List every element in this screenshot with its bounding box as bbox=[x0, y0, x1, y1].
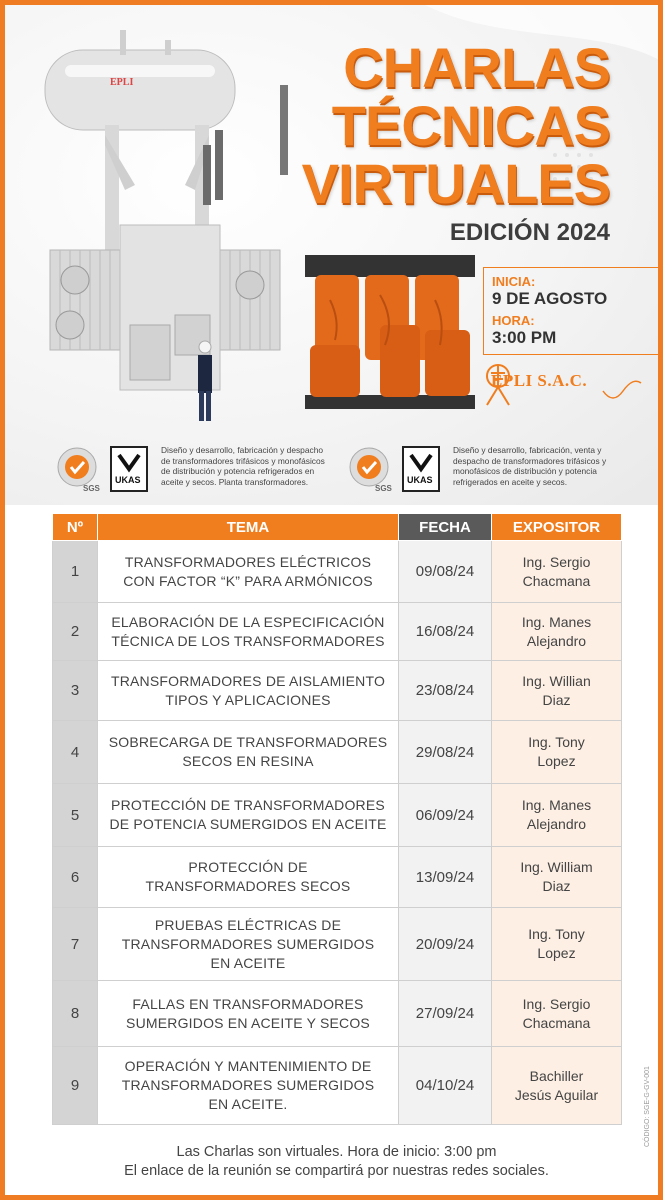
expositor-line: Chacmana bbox=[522, 1014, 591, 1031]
brand-name: EPLI S.A.C. bbox=[491, 371, 588, 390]
tema-line: EN ACEITE. bbox=[208, 1096, 288, 1112]
sgs-badge-icon bbox=[53, 445, 101, 493]
tema-line: DE POTENCIA SUMERGIDOS EN ACEITE bbox=[109, 816, 387, 832]
header-tema: TEMA bbox=[98, 514, 399, 541]
start-value: 9 DE AGOSTO bbox=[492, 289, 608, 308]
row-tema bbox=[98, 847, 399, 908]
expositor-line: Jesús Aguilar bbox=[514, 1086, 599, 1103]
tema-line: TRANSFORMADORES SECOS bbox=[145, 878, 351, 894]
svg-text:EPLI: EPLI bbox=[110, 77, 134, 88]
oil-transformer-image bbox=[35, 25, 305, 445]
row-tema bbox=[98, 603, 399, 661]
table-row bbox=[53, 603, 622, 661]
table-row bbox=[53, 784, 622, 847]
tema-line: ELABORACIÓN DE LA ESPECIFICACIÓN bbox=[111, 613, 385, 630]
tema-line: SECOS EN RESINA bbox=[182, 753, 314, 769]
expositor-line: Alejandro bbox=[526, 632, 587, 649]
tema-line: PROTECCIÓN DE TRANSFORMADORES bbox=[111, 797, 385, 813]
expositor-line: Ing. Willian bbox=[522, 672, 591, 689]
row-number: 1 bbox=[53, 541, 98, 603]
tema-line: TÉCNICA DE LOS TRANSFORMADORES bbox=[111, 632, 385, 649]
row-tema bbox=[98, 784, 399, 847]
expositor-line: Lopez bbox=[537, 945, 576, 961]
row-expositor bbox=[492, 981, 622, 1047]
row-number: 2 bbox=[53, 603, 98, 661]
expositor-line: Lopez bbox=[537, 753, 576, 769]
expositor-line: Ing. Manes bbox=[521, 797, 592, 813]
row-number: 5 bbox=[53, 784, 98, 847]
tema-line: TIPOS Y APLICACIONES bbox=[165, 691, 331, 708]
expositor-line: Ing. Sergio bbox=[522, 553, 591, 570]
row-number: 4 bbox=[53, 721, 98, 784]
row-number: 7 bbox=[53, 908, 98, 981]
row-expositor bbox=[492, 541, 622, 603]
table-row bbox=[53, 721, 622, 784]
row-number: 6 bbox=[53, 847, 98, 908]
expositor-line: Diaz bbox=[542, 691, 571, 708]
tema-line: TRANSFORMADORES SUMERGIDOS bbox=[121, 935, 375, 952]
expositor-line: Ing. Tony bbox=[528, 734, 585, 750]
row-number: 9 bbox=[53, 1047, 98, 1125]
certification-1-text: Diseño y desarrollo, fabricación y despacho de transformadores trifásicos y monofásicos de distribución y potencia refrigerados en aceite y secos. Planta transformadores. bbox=[161, 445, 325, 487]
row-tema bbox=[98, 1047, 399, 1125]
sgs-badge-icon bbox=[345, 445, 393, 493]
row-fecha: 27/09/24 bbox=[399, 981, 492, 1047]
row-tema bbox=[98, 721, 399, 784]
header-num: Nº bbox=[53, 514, 98, 541]
row-expositor bbox=[492, 908, 622, 981]
tema-line: SUMERGIDOS EN ACEITE Y SECOS bbox=[126, 1014, 370, 1031]
expositor-line: Ing. Manes bbox=[521, 613, 592, 630]
header-fecha: FECHA bbox=[399, 514, 492, 541]
tema-line: TRANSFORMADORES ELÉCTRICOS bbox=[124, 553, 372, 570]
expositor-line: Ing. Sergio bbox=[522, 995, 591, 1012]
title-line-3: VIRTUALES bbox=[301, 152, 610, 215]
schedule-table bbox=[52, 513, 622, 1125]
row-fecha: 09/08/24 bbox=[399, 541, 492, 603]
title-line-1: CHARLAS bbox=[343, 36, 610, 99]
row-expositor bbox=[492, 721, 622, 784]
expositor-line: Ing. Tony bbox=[528, 926, 585, 942]
certification-2-text: Diseño y desarrollo, fabricación, venta y despacho de transformadores trifásicos y monofásicos de distribución y potencia refrigerados en aceite y secos. bbox=[453, 445, 607, 487]
tema-line: PROTECCIÓN DE bbox=[188, 859, 308, 875]
row-expositor bbox=[492, 661, 622, 721]
table-header-row bbox=[53, 514, 622, 541]
tema-line: OPERACIÓN Y MANTENIMIENTO DE bbox=[124, 1058, 372, 1074]
title-line-2: TÉCNICAS bbox=[331, 94, 610, 157]
tema-line: EN ACEITE bbox=[210, 954, 286, 971]
event-info-box bbox=[483, 267, 661, 355]
time-value: 3:00 PM bbox=[492, 328, 557, 347]
expositor-line: Ing. William bbox=[520, 859, 593, 875]
tema-line: SOBRECARGA DE TRANSFORMADORES bbox=[108, 734, 388, 750]
start-label: INICIA: bbox=[492, 274, 536, 289]
row-fecha: 23/08/24 bbox=[399, 661, 492, 721]
row-tema bbox=[98, 908, 399, 981]
header-expositor: EXPOSITOR bbox=[492, 514, 622, 541]
table-row bbox=[53, 847, 622, 908]
tema-line: CON FACTOR “K” PARA ARMÓNICOS bbox=[123, 572, 373, 589]
ukas-badge-icon bbox=[397, 445, 445, 493]
row-expositor bbox=[492, 1047, 622, 1125]
table-row bbox=[53, 541, 622, 603]
footer-line-1: Las Charlas son virtuales. Hora de inicio: 3:00 pm bbox=[176, 1144, 497, 1160]
row-fecha: 20/09/24 bbox=[399, 908, 492, 981]
sgs-text: SGS bbox=[83, 484, 100, 493]
sgs-text: SGS bbox=[375, 484, 392, 493]
row-fecha: 16/08/24 bbox=[399, 603, 492, 661]
title-block bbox=[301, 36, 610, 247]
expositor-line: Diaz bbox=[542, 878, 571, 894]
footer-note bbox=[5, 1143, 663, 1181]
row-tema bbox=[98, 661, 399, 721]
expositor-line: Chacmana bbox=[522, 572, 591, 589]
row-fecha: 13/09/24 bbox=[399, 847, 492, 908]
row-expositor bbox=[492, 603, 622, 661]
table-row bbox=[53, 908, 622, 981]
ukas-text: UKAS bbox=[407, 475, 433, 485]
tema-line: FALLAS EN TRANSFORMADORES bbox=[132, 995, 364, 1012]
ukas-text: UKAS bbox=[115, 475, 141, 485]
row-fecha: 06/09/24 bbox=[399, 784, 492, 847]
tema-line: PRUEBAS ELÉCTRICAS DE bbox=[154, 916, 342, 933]
row-expositor bbox=[492, 784, 622, 847]
ukas-badge-icon bbox=[105, 445, 153, 493]
tema-line: TRANSFORMADORES SUMERGIDOS bbox=[121, 1077, 375, 1093]
expositor-line: Bachiller bbox=[529, 1067, 584, 1084]
row-tema bbox=[98, 981, 399, 1047]
row-fecha: 29/08/24 bbox=[399, 721, 492, 784]
edition-label: EDICIÓN 2024 bbox=[449, 219, 610, 246]
table-row bbox=[53, 981, 622, 1047]
row-tema bbox=[98, 541, 399, 603]
row-fecha: 04/10/24 bbox=[399, 1047, 492, 1125]
certification-2 bbox=[345, 445, 625, 499]
footer-line-2: El enlace de la reunión se compartirá por nuestras redes sociales. bbox=[124, 1163, 549, 1179]
document-code: CÓDIGO: SGE-G-GV-001 bbox=[644, 1066, 651, 1147]
dry-transformer-image bbox=[300, 250, 480, 415]
row-number: 3 bbox=[53, 661, 98, 721]
certification-1 bbox=[53, 445, 333, 499]
row-expositor bbox=[492, 847, 622, 908]
row-number: 8 bbox=[53, 981, 98, 1047]
expositor-line: Alejandro bbox=[526, 816, 587, 832]
time-label: HORA: bbox=[492, 313, 535, 328]
tema-line: TRANSFORMADORES DE AISLAMIENTO bbox=[110, 672, 386, 689]
table-row bbox=[53, 661, 622, 721]
table-row bbox=[53, 1047, 622, 1125]
